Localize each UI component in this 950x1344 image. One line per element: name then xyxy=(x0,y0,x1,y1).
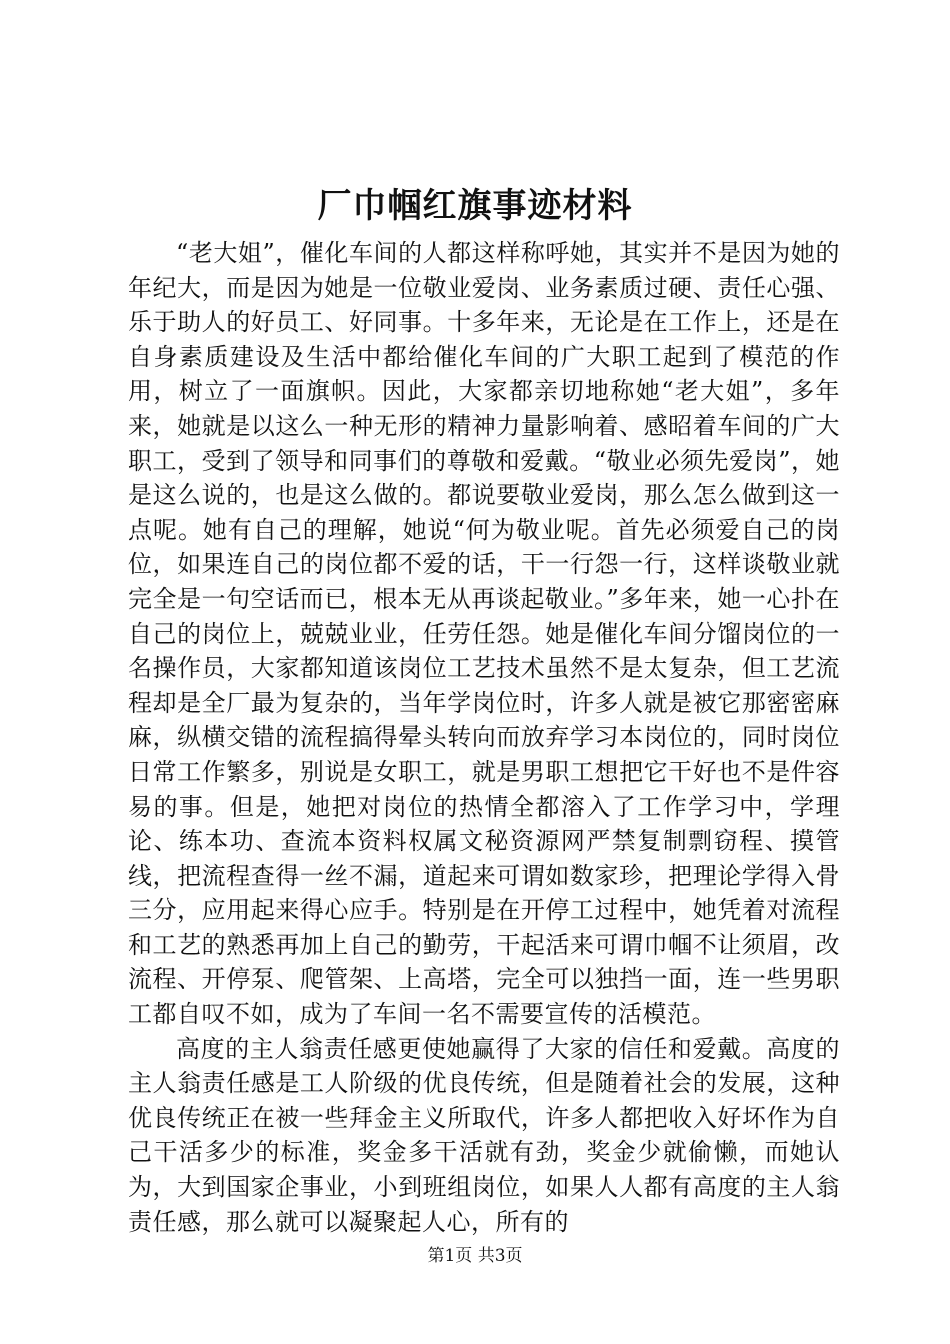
document-title: 厂巾帼红旗事迹材料 xyxy=(317,186,633,226)
paragraph-1: “老大姐”，催化车间的人都这样称呼她，其实并不是因为她的年纪大，而是因为她是一位敬业爱岗、业务素质过硬、责任心强、乐于助人的好员工、好同事。十多年来，无论是在工作上，还是在自身素质建设及生活中都给催化车间的广大职工起到了模范的作用，树立了一面旗帜。因此，大家都亲切地称她“老大姐”，多年来，她就是以这么一种无形的精神力量影响着、感昭着车间的广大职工，受到了领导和同事们的尊敬和爱戴。“敬业必须先爱岗”，她是这么说的，也是这么做的。都说要敬业爱岗，那么怎么做到这一点呢。她有自己的理解，她说“何为敬业呢。首先必须爱自己的岗位，如果连自己的岗位都不爱的话，干一行怨一行，这样谈敬业就完全是一句空话而已，根本无从再谈起敬业。”多年来，她一心扑在自己的岗位上，兢兢业业，任劳任怨。她是催化车间分馏岗位的一名操作员，大家都知道该岗位工艺技术虽然不是太复杂，但工艺流程却是全厂最为复杂的，当年学岗位时，许多人就是被它那密密麻麻，纵横交错的流程搞得晕头转向而放弃学习本岗位的，同时岗位日常工作繁多，别说是女职工，就是男职工想把它干好也不是件容易的事。但是，她把对岗位的热情全都溶入了工作学习中，学理论、练本功、查流本资料权属文秘资源网严禁复制剽窃程、摸管线，把流程查得一丝不漏，道起来可谓如数家珍，把理论学得入骨三分，应用起来得心应手。特别是在开停工过程中，她凭着对流程和工艺的熟悉再加上自己的勤劳，干起活来可谓巾帼不让须眉，改流程、开停泵、爬管架、上高塔，完全可以独挡一面，连一些男职工都自叹不如，成为了车间一名不需要宣传的活模范。 xyxy=(128,239,840,1029)
page-number-footer: 第1页 共3页 xyxy=(427,1246,523,1266)
document-body xyxy=(128,236,840,1239)
paragraph-2: 高度的主人翁责任感更使她赢得了大家的信任和爱戴。高度的主人翁责任感是工人阶级的优良传统，但是随着社会的发展，这种优良传统正在被一些拜金主义所取代，许多人都把收入好坏作为自己干活多少的标准，奖金多干活就有劲，奖金少就偷懒，而她认为，大到国家企事业，小到班组岗位，如果人人都有高度的主人翁责任感，那么就可以凝聚起人心，所有的 xyxy=(128,1034,840,1236)
